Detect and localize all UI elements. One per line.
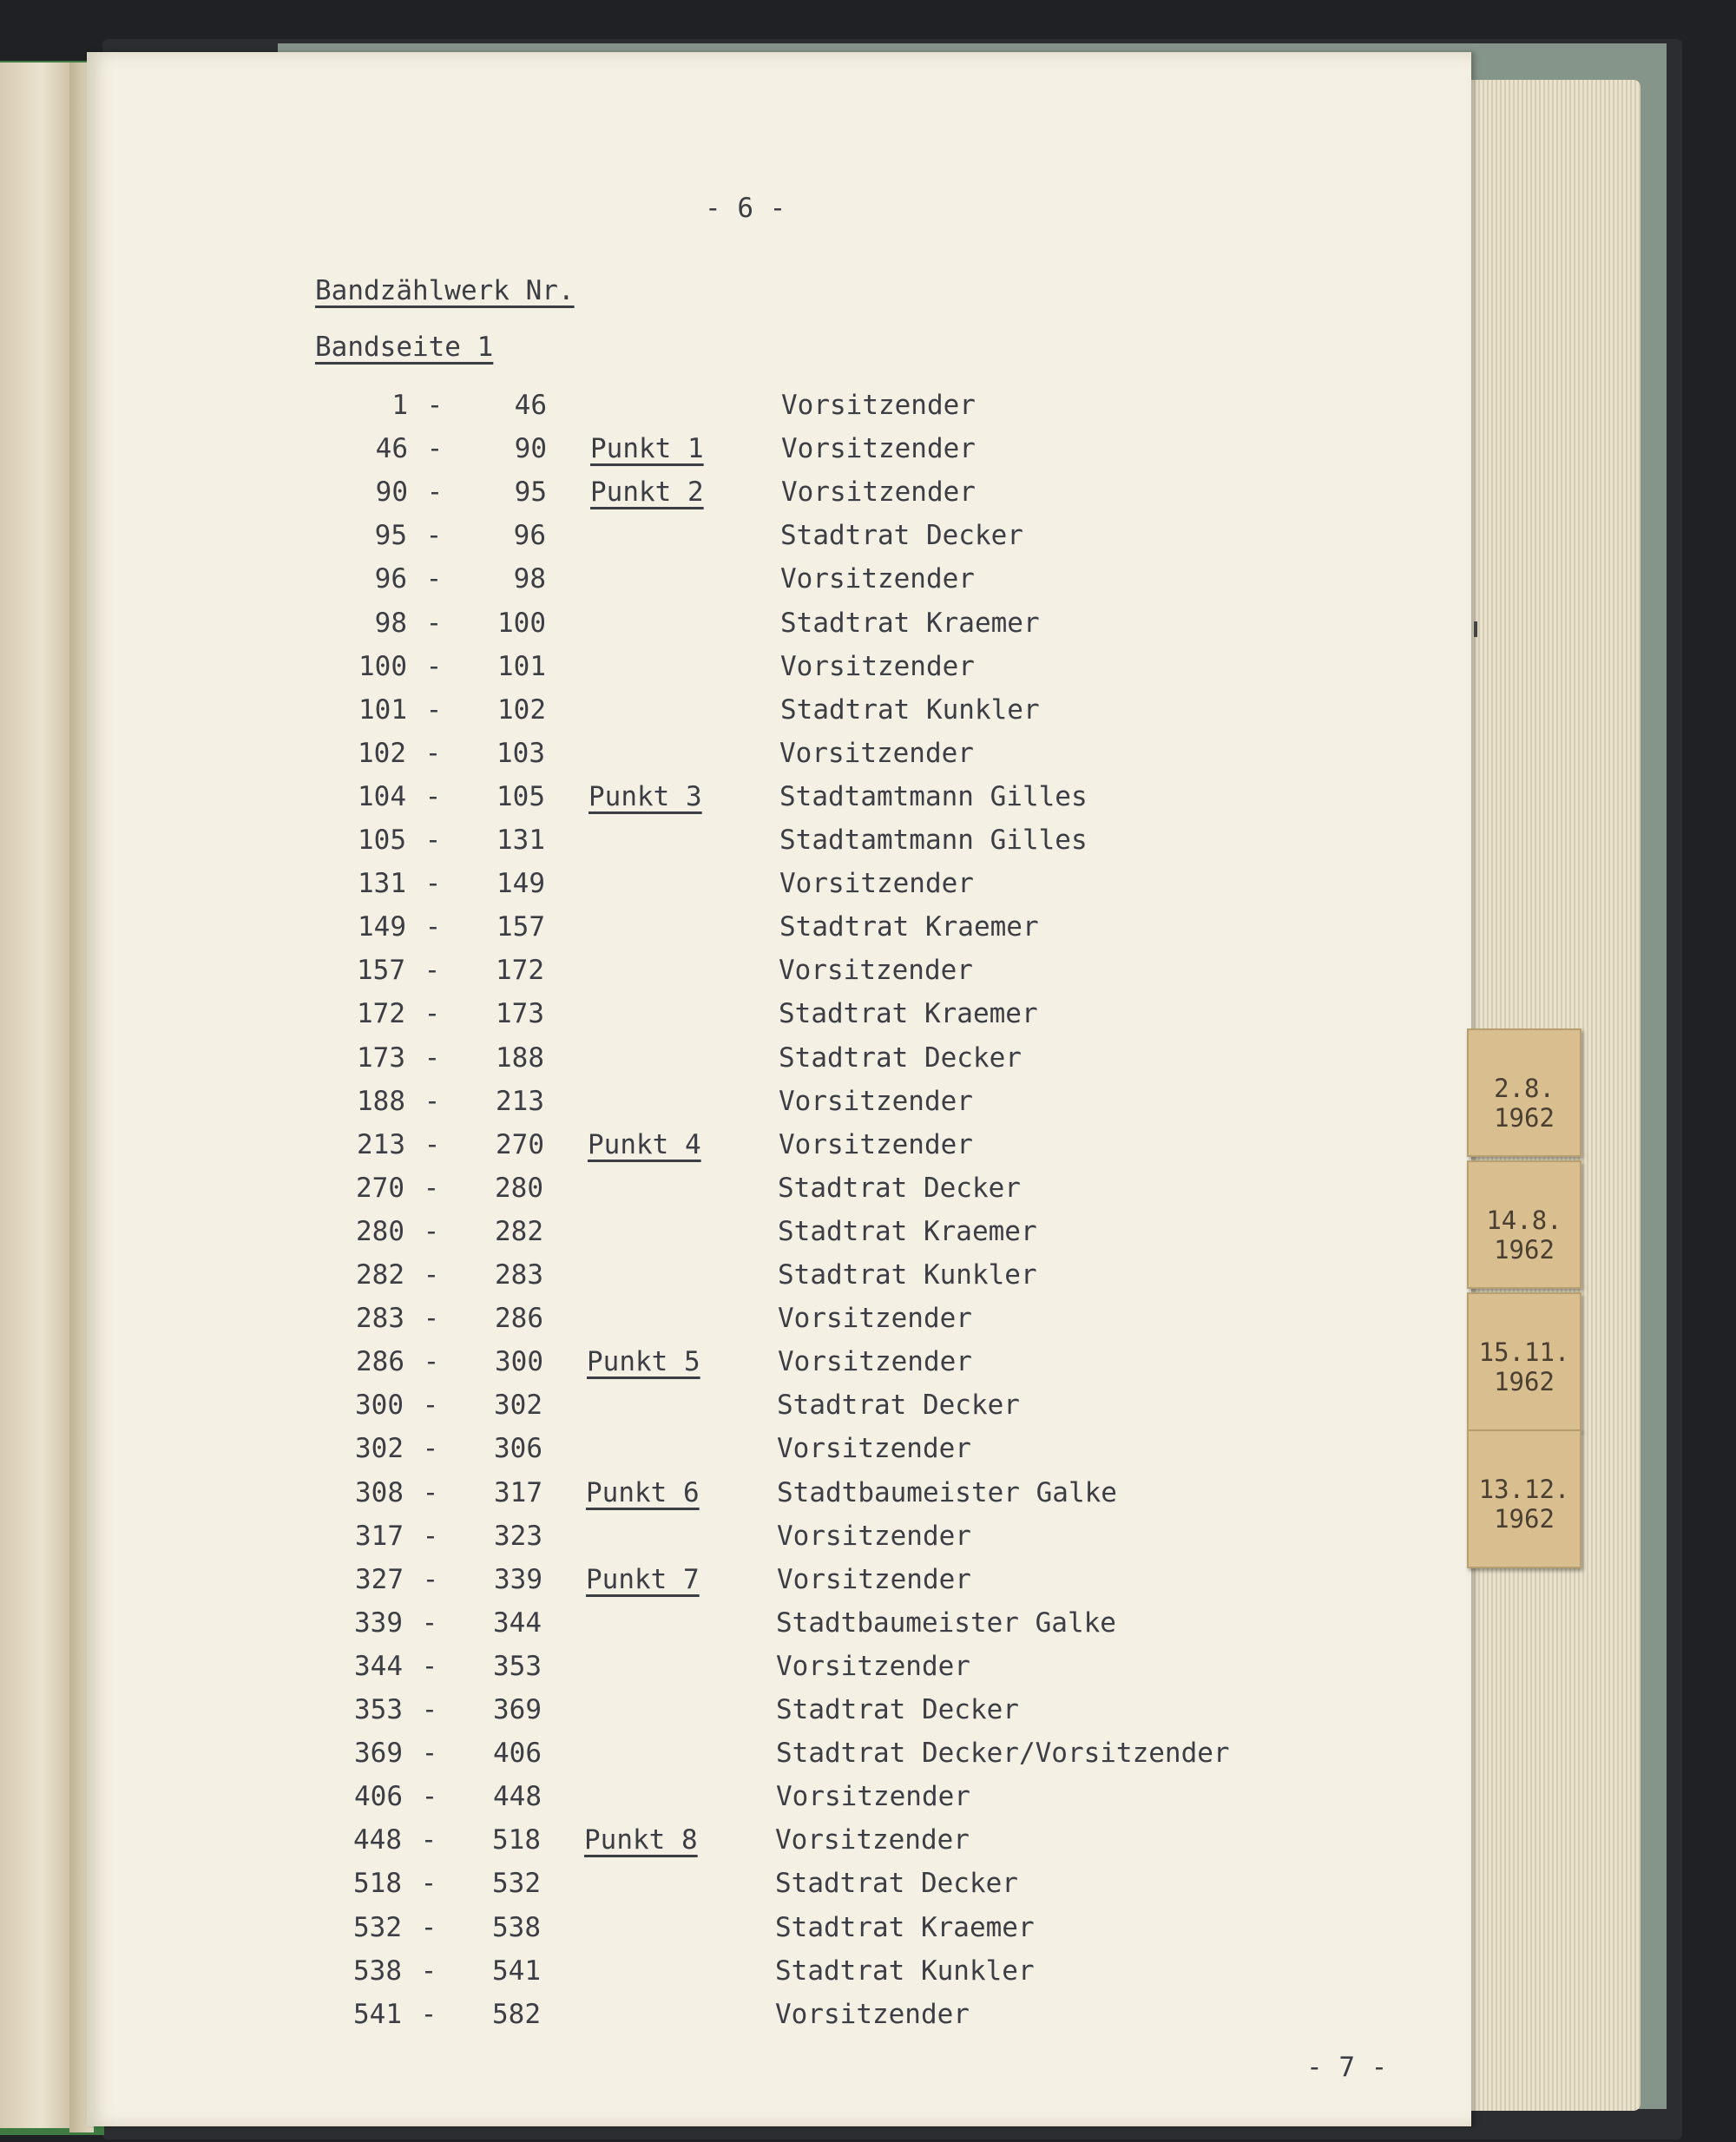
- range-end: 188: [496, 1042, 544, 1074]
- speaker-name: Vorsitzender: [777, 1564, 971, 1595]
- table-row: [327, 955, 1325, 998]
- range-start: 213: [357, 1129, 405, 1160]
- range-dash: -: [426, 433, 444, 464]
- speaker-name: Vorsitzender: [778, 1346, 972, 1377]
- speaker-name: Vorsitzender: [779, 1086, 973, 1117]
- range-end: 300: [495, 1346, 543, 1377]
- range-dash: -: [424, 1086, 441, 1117]
- range-dash: -: [423, 1259, 440, 1291]
- range-end: 282: [495, 1216, 543, 1247]
- table-row: [324, 1912, 1322, 1955]
- range-dash: -: [420, 1868, 437, 1899]
- range-end: 101: [497, 651, 546, 682]
- speaker-name: Vorsitzender: [779, 955, 973, 986]
- range-end: 213: [496, 1086, 544, 1117]
- speaker-name: Vorsitzender: [779, 738, 974, 769]
- table-row: [327, 1042, 1325, 1086]
- range-dash: -: [424, 825, 442, 856]
- table-row: [326, 1346, 1325, 1390]
- speaker-name: Vorsitzender: [778, 1303, 972, 1334]
- speaker-name: Stadtbaumeister Galke: [777, 1477, 1117, 1508]
- range-start: 283: [356, 1303, 404, 1334]
- range-end: 538: [492, 1912, 541, 1943]
- speaker-name: Vorsitzender: [781, 390, 976, 421]
- table-row: [325, 1781, 1323, 1824]
- table-row: [329, 694, 1327, 738]
- range-end: 339: [494, 1564, 542, 1595]
- range-start: 302: [355, 1433, 404, 1464]
- range-start: 353: [354, 1694, 403, 1725]
- speaker-name: Stadtrat Decker: [780, 520, 1023, 551]
- range-start: 131: [358, 868, 406, 899]
- range-start: 102: [358, 738, 406, 769]
- range-start: 157: [357, 955, 405, 986]
- range-start: 104: [358, 781, 406, 812]
- table-row: [330, 476, 1328, 520]
- range-dash: -: [423, 1173, 440, 1204]
- range-start: 406: [354, 1781, 403, 1812]
- range-start: 518: [353, 1868, 402, 1899]
- range-dash: -: [420, 1912, 437, 1943]
- range-end: 173: [496, 998, 544, 1029]
- range-dash: -: [425, 694, 443, 726]
- range-end: 286: [495, 1303, 543, 1334]
- range-end: 90: [514, 433, 547, 464]
- table-row: [326, 1303, 1325, 1346]
- speaker-name: Stadtrat Kunkler: [775, 1955, 1035, 1987]
- range-start: 541: [353, 1999, 402, 2030]
- range-end: 369: [493, 1694, 542, 1725]
- speaker-name: Stadtrat Kraemer: [775, 1912, 1035, 1943]
- range-end: 172: [496, 955, 544, 986]
- agenda-item: Punkt 8: [584, 1824, 698, 1856]
- range-end: 270: [496, 1129, 544, 1160]
- table-row: [328, 738, 1326, 781]
- range-start: 280: [356, 1216, 404, 1247]
- table-row: [330, 433, 1328, 476]
- range-dash: -: [420, 1955, 437, 1987]
- speaker-name: Vorsitzender: [776, 1651, 970, 1682]
- range-dash: -: [426, 390, 444, 421]
- range-dash: -: [424, 955, 441, 986]
- range-dash: -: [421, 1651, 438, 1682]
- speaker-name: Stadtrat Kraemer: [778, 1216, 1037, 1247]
- speaker-name: Stadtamtmann Gilles: [779, 781, 1088, 812]
- table-row: [325, 1607, 1323, 1651]
- speaker-name: Stadtamtmann Gilles: [779, 825, 1088, 856]
- range-dash: -: [424, 781, 442, 812]
- range-dash: -: [421, 1781, 438, 1812]
- range-dash: -: [423, 1303, 440, 1334]
- range-dash: -: [422, 1477, 439, 1508]
- range-end: 149: [496, 868, 545, 899]
- range-end: 98: [513, 563, 546, 595]
- speaker-name: Stadtrat Kraemer: [779, 911, 1039, 943]
- range-end: 406: [493, 1738, 542, 1769]
- range-dash: -: [422, 1521, 439, 1552]
- range-dash: -: [421, 1694, 438, 1725]
- range-end: 306: [494, 1433, 542, 1464]
- range-start: 532: [353, 1912, 402, 1943]
- range-start: 369: [354, 1738, 403, 1769]
- speaker-name: Stadtrat Decker/Vorsitzender: [776, 1738, 1230, 1769]
- table-row: [324, 1955, 1322, 1999]
- range-start: 538: [353, 1955, 402, 1987]
- table-row: [329, 608, 1327, 651]
- range-start: 188: [357, 1086, 405, 1117]
- range-dash: -: [424, 998, 441, 1029]
- table-row: [326, 1259, 1325, 1303]
- range-dash: -: [421, 1607, 438, 1639]
- range-dash: -: [425, 563, 443, 595]
- table-row: [326, 1477, 1324, 1521]
- table-row: [328, 911, 1326, 955]
- speaker-name: Vorsitzender: [779, 868, 974, 899]
- range-dash: -: [424, 1042, 441, 1074]
- speaker-name: Vorsitzender: [781, 433, 976, 464]
- range-dash: -: [423, 1216, 440, 1247]
- table-row: [326, 1521, 1324, 1564]
- table-row: [324, 1999, 1322, 2042]
- table-row: [327, 998, 1325, 1041]
- range-end: 105: [496, 781, 545, 812]
- range-start: 173: [357, 1042, 405, 1074]
- date-tab-label: 2.8. 1962: [1494, 1074, 1555, 1133]
- date-tab[interactable]: [1467, 1292, 1581, 1431]
- range-end: 103: [496, 738, 545, 769]
- agenda-item: Punkt 1: [590, 433, 704, 464]
- range-start: 98: [374, 608, 407, 639]
- range-end: 280: [495, 1173, 543, 1204]
- range-dash: -: [420, 1999, 437, 2030]
- date-tabs: [1467, 1028, 1597, 1598]
- table-row: [326, 1216, 1325, 1259]
- speaker-name: Stadtrat Kunkler: [778, 1259, 1037, 1291]
- range-start: 105: [358, 825, 406, 856]
- table-row: [326, 1173, 1325, 1216]
- range-dash: -: [425, 520, 443, 551]
- speaker-name: Vorsitzender: [779, 1129, 973, 1160]
- range-start: 282: [356, 1259, 404, 1291]
- range-start: 344: [354, 1651, 403, 1682]
- agenda-item: Punkt 4: [588, 1129, 701, 1160]
- speaker-name: Vorsitzender: [775, 1824, 970, 1856]
- range-end: 518: [492, 1824, 541, 1856]
- speaker-name: Vorsitzender: [775, 1999, 970, 2030]
- table-row: [328, 825, 1326, 868]
- speaker-name: Vorsitzender: [777, 1521, 971, 1552]
- table-row: [326, 1564, 1324, 1607]
- left-page-edge: [0, 62, 69, 2128]
- table-row: [328, 781, 1326, 825]
- agenda-item: Punkt 2: [590, 476, 704, 508]
- range-end: 302: [494, 1390, 542, 1421]
- range-dash: -: [424, 868, 442, 899]
- range-start: 300: [355, 1390, 404, 1421]
- date-tab[interactable]: [1467, 1028, 1581, 1157]
- heading-bandzaehlwerk: Bandzählwerk Nr.: [315, 275, 575, 306]
- date-tab-label: 14.8. 1962: [1486, 1206, 1562, 1265]
- range-dash: -: [423, 1346, 440, 1377]
- page-number-bottom: - 7 -: [1306, 2052, 1388, 2083]
- range-start: 339: [354, 1607, 403, 1639]
- speaker-name: Vorsitzender: [780, 563, 975, 595]
- range-start: 270: [356, 1173, 404, 1204]
- range-end: 46: [514, 390, 547, 421]
- table-row: [324, 1868, 1322, 1911]
- range-start: 172: [357, 998, 405, 1029]
- range-dash: -: [422, 1390, 439, 1421]
- range-end: 353: [493, 1651, 542, 1682]
- date-tab-label: 15.11. 1962: [1478, 1337, 1570, 1396]
- agenda-item: Punkt 6: [586, 1477, 700, 1508]
- range-start: 327: [355, 1564, 404, 1595]
- range-dash: -: [424, 738, 442, 769]
- table-row: [326, 1390, 1324, 1433]
- range-start: 448: [353, 1824, 402, 1856]
- table-row: [328, 868, 1326, 911]
- table-row: [325, 1651, 1323, 1694]
- range-start: 317: [355, 1521, 404, 1552]
- date-tab-label: 13.12. 1962: [1478, 1475, 1570, 1534]
- range-end: 532: [492, 1868, 541, 1899]
- table-row: [330, 390, 1328, 433]
- table-row: [329, 520, 1327, 563]
- agenda-item: Punkt 7: [586, 1564, 700, 1595]
- range-start: 95: [374, 520, 407, 551]
- speaker-name: Stadtrat Kraemer: [779, 998, 1038, 1029]
- range-start: 46: [375, 433, 408, 464]
- range-end: 317: [494, 1477, 542, 1508]
- range-dash: -: [424, 911, 442, 943]
- range-dash: -: [422, 1564, 439, 1595]
- speaker-name: Vorsitzender: [781, 476, 976, 508]
- range-start: 308: [355, 1477, 404, 1508]
- speaker-name: Vorsitzender: [777, 1433, 971, 1464]
- page-number-top: - 6 -: [705, 193, 786, 224]
- heading-bandseite: Bandseite 1: [315, 332, 494, 363]
- table-row: [324, 1824, 1322, 1868]
- speaker-name: Stadtrat Decker: [778, 1173, 1021, 1204]
- speaker-name: Stadtrat Kunkler: [780, 694, 1040, 726]
- range-dash: -: [425, 651, 443, 682]
- range-end: 102: [497, 694, 546, 726]
- range-end: 283: [495, 1259, 543, 1291]
- date-tab[interactable]: [1467, 1160, 1581, 1289]
- range-end: 448: [493, 1781, 542, 1812]
- table-row: [326, 1433, 1324, 1476]
- range-end: 100: [497, 608, 546, 639]
- speaker-name: Stadtrat Decker: [779, 1042, 1022, 1074]
- range-dash: -: [422, 1433, 439, 1464]
- table-row: [325, 1738, 1323, 1781]
- range-end: 157: [496, 911, 545, 943]
- range-dash: -: [420, 1824, 437, 1856]
- range-start: 149: [358, 911, 406, 943]
- speaker-name: Stadtrat Decker: [775, 1868, 1018, 1899]
- range-end: 541: [492, 1955, 541, 1987]
- speaker-name: Stadtrat Kraemer: [780, 608, 1040, 639]
- range-dash: -: [426, 476, 444, 508]
- range-start: 100: [358, 651, 407, 682]
- range-start: 286: [356, 1346, 404, 1377]
- range-end: 95: [514, 476, 547, 508]
- range-dash: -: [421, 1738, 438, 1769]
- speaker-name: Vorsitzender: [776, 1781, 970, 1812]
- range-start: 101: [358, 694, 407, 726]
- speaker-name: Vorsitzender: [780, 651, 975, 682]
- range-start: 1: [391, 390, 408, 421]
- speaker-name: Stadtrat Decker: [777, 1390, 1020, 1421]
- table-row: [325, 1694, 1323, 1738]
- range-end: 344: [493, 1607, 542, 1639]
- range-dash: -: [425, 608, 443, 639]
- speaker-name: Stadtbaumeister Galke: [776, 1607, 1116, 1639]
- table-row: [329, 563, 1327, 607]
- range-start: 96: [374, 563, 407, 595]
- table-row: [329, 651, 1327, 694]
- range-end: 96: [513, 520, 546, 551]
- table-row: [327, 1086, 1325, 1129]
- range-end: 131: [496, 825, 545, 856]
- margin-mark: [1474, 621, 1477, 637]
- table-row: [327, 1129, 1325, 1173]
- range-end: 323: [494, 1521, 542, 1552]
- range-dash: -: [424, 1129, 441, 1160]
- agenda-item: Punkt 3: [589, 781, 702, 812]
- range-end: 582: [492, 1999, 541, 2030]
- range-start: 90: [375, 476, 408, 508]
- agenda-item: Punkt 5: [587, 1346, 700, 1377]
- date-tab[interactable]: [1467, 1429, 1581, 1568]
- speaker-name: Stadtrat Decker: [776, 1694, 1019, 1725]
